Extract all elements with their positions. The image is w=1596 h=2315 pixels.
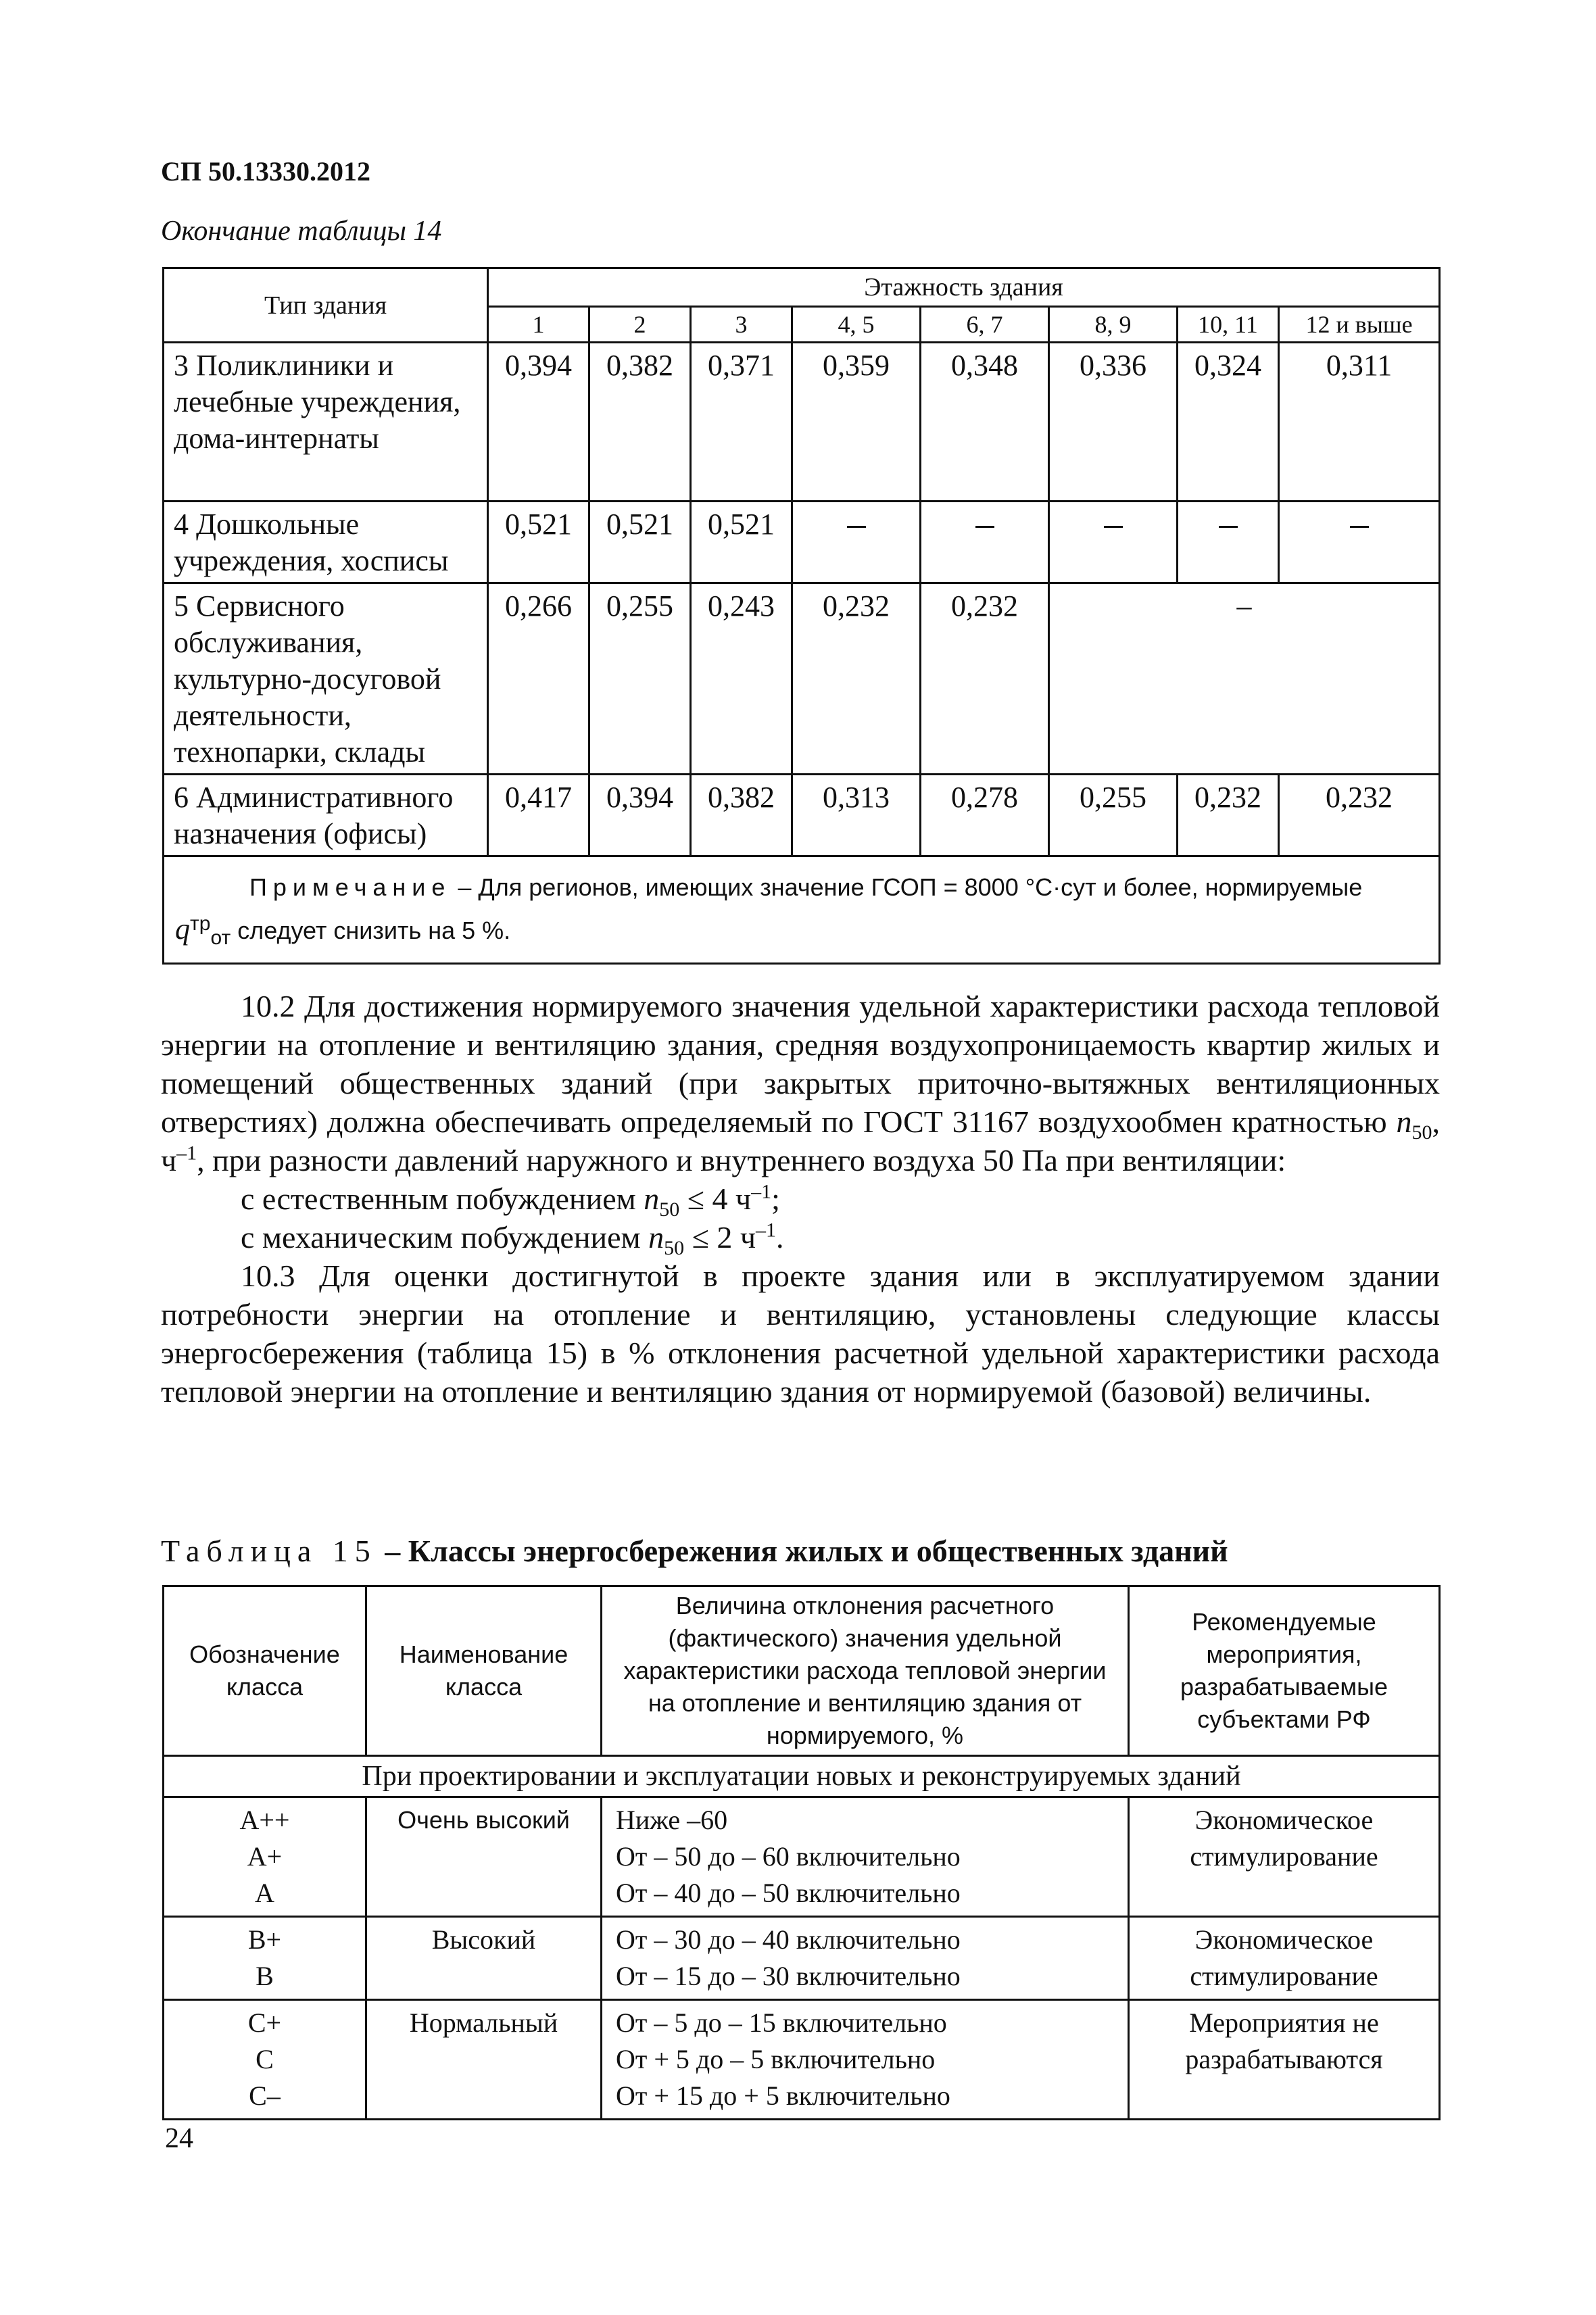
table-row <box>164 343 1440 502</box>
n-subscript: 50 <box>659 1198 680 1221</box>
table-row <box>164 2000 1440 2120</box>
line-text: с естественным побуждением <box>241 1181 644 1216</box>
value-cell: 0,521 <box>589 502 691 583</box>
class-name-cell: Очень высокий <box>366 1797 602 1917</box>
table-row <box>164 1917 1440 2000</box>
section-10-2 <box>161 987 1440 1411</box>
floor-header: 6, 7 <box>921 307 1049 343</box>
empty-value-cell <box>1049 502 1178 583</box>
building-type-cell: 3 Поликлиники и лечебные учреждения, дома-интернаты <box>164 343 488 502</box>
value-cell: 0,521 <box>691 502 792 583</box>
class-designation: В+ <box>247 1924 282 1955</box>
value-cell: 0,417 <box>488 775 589 856</box>
unit-superscript: –1 <box>176 1142 197 1165</box>
value-cell: 0,348 <box>921 343 1049 502</box>
line-relation: ≤ 2 <box>684 1220 740 1254</box>
building-type-cell: 6 Административного назначения (офисы) <box>164 775 488 856</box>
class-name-cell: Нормальный <box>366 2000 602 2120</box>
class-designation: С <box>256 2044 274 2074</box>
floor-header: 8, 9 <box>1049 307 1178 343</box>
building-type-cell: 5 Сервисного обслуживания, культурно-досуговой деятельности, технопарки, склады <box>164 583 488 775</box>
class-designation: А <box>255 1878 274 1908</box>
dash-mark <box>847 526 866 528</box>
floor-header: 1 <box>488 307 589 343</box>
line-relation: ≤ 4 <box>679 1181 735 1216</box>
deviation-cell <box>602 2000 1129 2120</box>
table-note <box>164 856 1440 964</box>
unit-superscript: –1 <box>756 1219 776 1242</box>
deviation-cell <box>602 1917 1129 2000</box>
class-designation-cell <box>164 2000 366 2120</box>
line-end: . <box>776 1220 784 1254</box>
page-number: 24 <box>165 2123 193 2154</box>
paragraph-10-3: 10.3 Для оценки достигнутой в проекте здания или в эксплуатируемом здании потребности энергии на отопление и вентиляцию, установлены следующие классы энергосбережения (таблица 15) в % отклонения расчетной удельной характеристики расхода тепловой энергии на отопление и вентиляцию здания от нормируемой (базовой) величины. <box>161 1259 1440 1409</box>
value-cell: 0,382 <box>691 775 792 856</box>
value-cell: 0,371 <box>691 343 792 502</box>
class-designation: С– <box>249 2080 281 2111</box>
value-cell: 0,324 <box>1178 343 1279 502</box>
value-cell: 0,313 <box>792 775 921 856</box>
column-header-class-designation: Обозначение класса <box>164 1586 366 1756</box>
class-designation: В <box>256 1961 274 1991</box>
value-cell: 0,266 <box>488 583 589 775</box>
value-cell: 0,243 <box>691 583 792 775</box>
document-code: СП 50.13330.2012 <box>161 156 370 187</box>
dash-mark <box>1219 526 1238 528</box>
table-section-row: При проектировании и эксплуатации новых и реконструируемых зданий <box>164 1756 1440 1797</box>
floor-header: 12 и выше <box>1279 307 1440 343</box>
value-cell: 0,336 <box>1049 343 1178 502</box>
note-text-part-2: следует снизить на 5 %. <box>231 917 511 944</box>
value-cell: 0,521 <box>488 502 589 583</box>
paragraph-text: 10.2 Для достижения нормируемого значения удельной характеристики расхода тепловой энергии на отопление и вентиляцию здания, средняя воздухопроницаемость квартир жилых и помещений общественных зданий (при закрытых приточно-вытяжных вентиляционных отверстиях) должна обеспечивать определяемый по ГОСТ 31167 воздухообмен кратностью <box>161 989 1440 1139</box>
building-type-cell: 4 Дошкольные учреждения, хосписы <box>164 502 488 583</box>
floor-header: 2 <box>589 307 691 343</box>
paragraph-text: , при разности давлений наружного и внутреннего воздуха 50 Па при вентиляции: <box>197 1143 1286 1177</box>
class-designation: А++ <box>239 1805 290 1835</box>
value-cell: 0,232 <box>1178 775 1279 856</box>
deviation-range: От – 5 до – 15 включительно <box>616 2007 947 2038</box>
deviation-range: От + 5 до – 5 включительно <box>616 2044 936 2074</box>
column-header-floors: Этажность здания <box>488 268 1440 307</box>
deviation-range: От – 15 до – 30 включительно <box>616 1961 961 1991</box>
value-cell: 0,382 <box>589 343 691 502</box>
ventilation-mechanical-line <box>161 1218 1440 1260</box>
value-cell: 0,394 <box>589 775 691 856</box>
n-symbol: n <box>648 1220 664 1254</box>
value-cell: 0,394 <box>488 343 589 502</box>
column-header-class-name: Наименование класса <box>366 1586 602 1756</box>
class-designation-cell <box>164 1797 366 1917</box>
class-designation-cell <box>164 1917 366 2000</box>
paragraph-10-2: 10.2 Для достижения нормируемого значения удельной характеристики расхода тепловой энергии на отопление и вентиляцию здания, средняя воздухопроницаемость квартир жилых и помещений общественных зданий (при закрытых приточно-вытяжных вентиляционных отверстиях) должна обеспечивать определяемый по ГОСТ 31167 воздухообмен кратностью $n_{50}$, $ч^{-1}$, при разности давлений наружного и внутреннего воздуха 50 Па при вентиляции: <box>161 989 1440 1177</box>
dash-mark <box>1104 526 1123 528</box>
measures-cell: Мероприятия не разрабатываются <box>1129 2000 1440 2120</box>
deviation-range: От – 40 до – 50 включительно <box>616 1878 961 1908</box>
class-designation: С+ <box>247 2007 282 2038</box>
value-cell: 0,255 <box>1049 775 1178 856</box>
measures-cell: Экономическое стимулирование <box>1129 1797 1440 1917</box>
measures-cell: Экономическое стимулирование <box>1129 1917 1440 2000</box>
merged-value-cell: – <box>1049 583 1440 775</box>
deviation-range: От – 30 до – 40 включительно <box>616 1924 961 1955</box>
unit-text: ч <box>735 1181 752 1216</box>
note-label: Примечание <box>249 873 452 901</box>
deviation-range: Ниже –60 <box>616 1805 728 1835</box>
dash-mark <box>1350 526 1369 528</box>
empty-value-cell <box>792 502 921 583</box>
table-row <box>164 1797 1440 1917</box>
q-superscript: тр <box>190 912 211 935</box>
deviation-range: От – 50 до – 60 включительно <box>616 1841 961 1872</box>
n-symbol: n <box>1396 1104 1412 1139</box>
ventilation-natural-line <box>161 1179 1440 1221</box>
table-15-caption <box>161 1533 1228 1569</box>
table-row <box>164 775 1440 856</box>
q-symbol: q <box>175 912 190 946</box>
value-cell: 0,255 <box>589 583 691 775</box>
value-cell: 0,232 <box>921 583 1049 775</box>
empty-value-cell <box>921 502 1049 583</box>
n-subscript: 50 <box>664 1237 685 1260</box>
column-header-deviation: Величина отклонения расчетного (фактического) значения удельной характеристики расхода тепловой энергии на отопление и вентиляцию здания от нормируемого, % <box>602 1586 1129 1756</box>
table-15-label: Таблица 15 <box>161 1534 377 1568</box>
deviation-cell <box>602 1797 1129 1917</box>
table-15 <box>162 1585 1441 2120</box>
empty-value-cell <box>1178 502 1279 583</box>
empty-value-cell <box>1279 502 1440 583</box>
table-note-row <box>164 856 1440 964</box>
column-header-building-type: Тип здания <box>164 268 488 343</box>
table-14 <box>162 267 1441 965</box>
value-cell: 0,232 <box>1279 775 1440 856</box>
column-header-measures: Рекомендуемые мероприятия, разрабатываемые субъектами РФ <box>1129 1586 1440 1756</box>
unit-superscript: –1 <box>751 1180 772 1203</box>
table-continuation-caption: Окончание таблицы 14 <box>161 216 442 247</box>
table-row <box>164 502 1440 583</box>
floor-header: 3 <box>691 307 792 343</box>
value-cell: 0,311 <box>1279 343 1440 502</box>
class-name-cell: Высокий <box>366 1917 602 2000</box>
q-subscript: от <box>210 927 231 950</box>
floor-header: 4, 5 <box>792 307 921 343</box>
unit-text: ч <box>740 1220 756 1254</box>
line-text: с механическим побуждением <box>241 1220 649 1254</box>
table-15-title: – Классы энергосбережения жилых и общественных зданий <box>377 1534 1228 1568</box>
deviation-range: От + 15 до + 5 включительно <box>616 2080 950 2111</box>
line-end: ; <box>771 1181 780 1216</box>
dash-mark <box>975 526 994 528</box>
value-cell: 0,359 <box>792 343 921 502</box>
unit-text: ч <box>161 1143 177 1177</box>
note-text-part-1: – Для регионов, имеющих значение ГСОП = 8000 °С·сут и более, нормируемые <box>451 873 1363 901</box>
n-subscript: 50 <box>1411 1121 1432 1144</box>
value-cell: 0,232 <box>792 583 921 775</box>
n-symbol: n <box>644 1181 660 1216</box>
class-designation: А+ <box>247 1841 283 1872</box>
table-row <box>164 583 1440 775</box>
value-cell: 0,278 <box>921 775 1049 856</box>
floor-header: 10, 11 <box>1178 307 1279 343</box>
